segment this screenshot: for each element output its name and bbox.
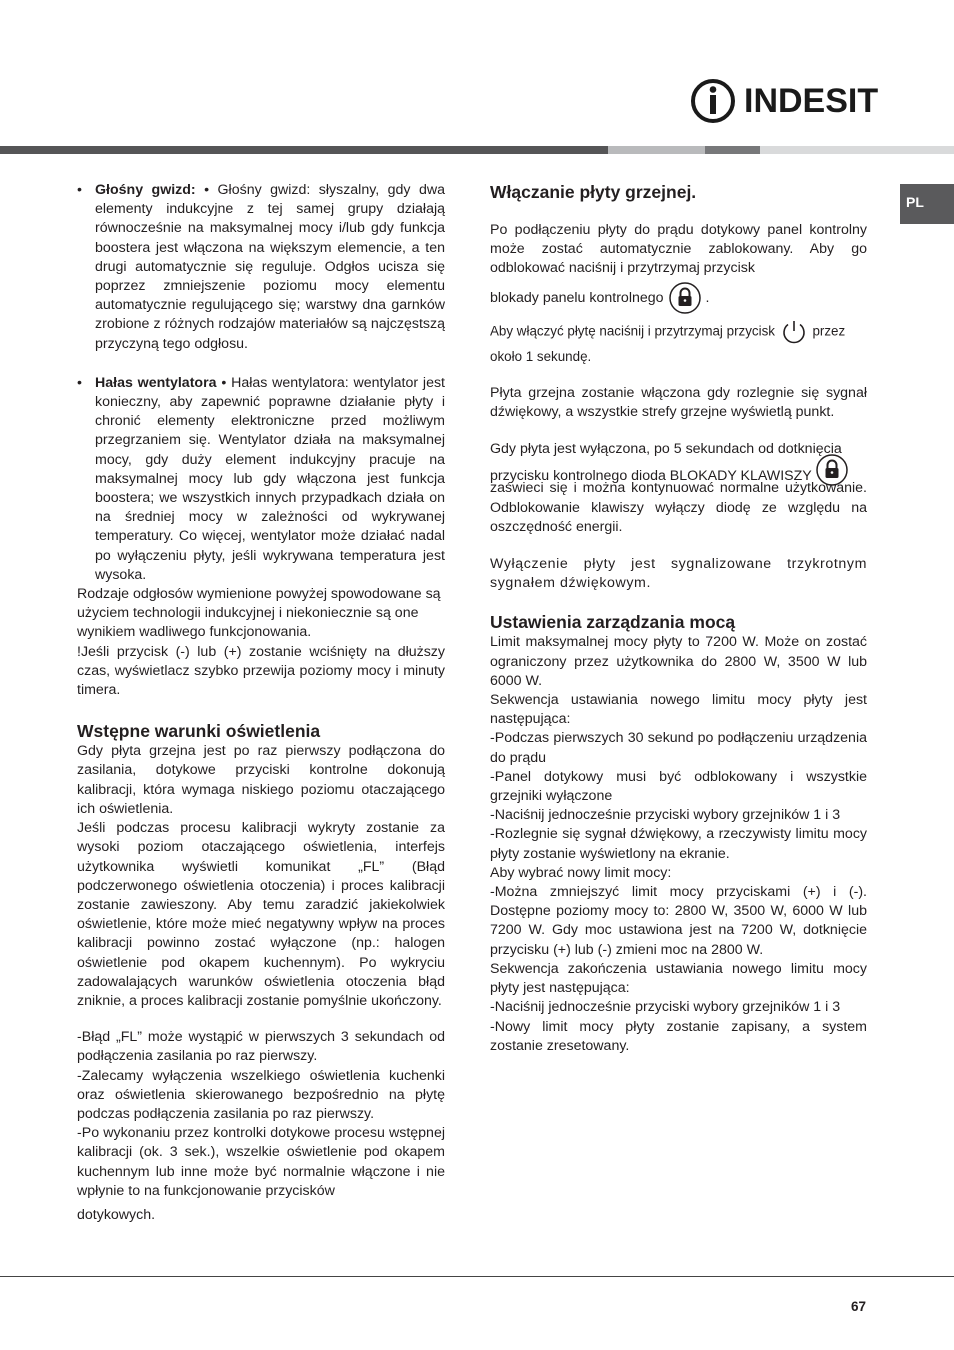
- paragraph-lighting-4: -Zalecamy wyłączenia wszelkiego oświetlenia kuchenki oraz oświetlenia skierowanego bezpośrednio na płytę podczas podłączenia zasilania po raz pierwszy.: [77, 1067, 445, 1122]
- paragraph-power-8: -Można zmniejszyć limit mocy przyciskami (+) i (-). Dostępne poziomy mocy to: 2800 W, 3500 W, 6000 W lub 7200 W. Gdy moc ustawiona jest na 7200 W, dotknięcie przycisku (+) lub (-) zmieni moc na 2800 W.: [490, 884, 867, 958]
- paragraph-power-11: -Nowy limit mocy płyty zostanie zapisany, a system zostanie zresetowany.: [490, 1018, 867, 1054]
- left-column: [77, 181, 445, 1225]
- brand-logo: [690, 78, 878, 124]
- paragraph-lighting-3: -Błąd „FL” może wystąpić w pierwszych 3 sekundach od podłączenia zasilania po raz pierwszy.: [77, 1029, 445, 1065]
- paragraph-power-5: -Naciśnij jednocześnie przyciski wybory grzejników 1 i 3: [490, 807, 841, 824]
- heading-switch-on: Włączanie płyty grzejnej.: [490, 182, 697, 202]
- paragraph-on-5: Gdy płyta jest wyłączona, po 5 sekundach od dotknięcia: [490, 441, 842, 458]
- paragraph-lighting-1: Gdy płyta grzejna jest po raz pierwszy podłączona do zasilania, dotykowe przyciski kontrolne dokonują kalibracji, która wymaga niskiego poziomu otaczającego ich oświetlenia.: [77, 743, 445, 817]
- paragraph-power-6: -Rozlegnie się sygnał dźwiękowy, a rzeczywisty limitu mocy płyty zostanie wyświetlony na ekranie.: [490, 826, 867, 862]
- bullet-text: • Głośny gwizd: słyszalny, gdy dwa elementy indukcyjne z tej samej grupy działają równocześnie na maksymalnej mocy i/lub gdy funkcja boostera jest włączona na większym elemencie, a ten drugi automatycznie się reguluje. Odgłos ucisza się poprzez zmniejszenie poziomu mocy elementu automatycznie regulującego się; warstwy dna garnków zrobione z różnych rodzajów materiałów są najczęstszą przyczyną tego odgłosu.: [95, 182, 445, 352]
- bullet-text: • Hałas wentylatora: wentylator jest konieczny, aby zapewnić poprawne działanie płyty i chronić elementy elektroniczne przed możliwym przegrzaniem się. Wentylator działa na maksymalnej mocy, gdy duży element indukcyjny pracuje na maksymalnej mocy lub gdy włączona jest funkcja boostera; we wszystkich innych przypadkach działa on na średniej mocy w zależności od wykrywanej temperatury. Co więcej, wentylator może działać nadal po wyłączeniu płyty, jeśli wykrywana temperatura jest wysoka.: [95, 374, 445, 583]
- brand-wordmark: INDESIT: [744, 82, 879, 120]
- paragraph-on-6: przycisku kontrolnego dioda BLOKADY KLAWISZY: [490, 465, 867, 487]
- paragraph-on-1: Po podłączeniu płyty do prądu dotykowy panel kontrolny może zostać automatycznie zablokowany. Aby go odblokować naciśnij i przytrzymaj przycisk: [490, 222, 867, 277]
- paragraph-noises: Rodzaje odgłosów wymienione powyżej spowodowane są użyciem technologii indukcyjnej i niekoniecznie są one wynikiem wadliwego funkcjonowania.: [77, 586, 441, 641]
- heading-lighting: Wstępne warunki oświetlenia: [77, 721, 321, 742]
- paragraph-power-9: Sekwencja zakończenia ustawiania nowego limitu mocy płyty jest następująca:: [490, 960, 867, 997]
- bullet-fan-noise: • Hałas wentylatora • Hałas wentylatora: wentylator jest konieczny, aby zapewnić poprawne działanie płyty i chronić elementy elektroniczne przed możliwym przegrzaniem się. Wentylator działa na maksymalnej mocy, gdy duży element indukcyjny pracuje na maksymalnej mocy lub gdy włączona jest funkcja boostera; we wszystkich innych przypadkach działa on na średniej mocy w zależności od wykrywanej temperatury. Co więcej, wentylator może działać nadal po wyłączeniu płyty, jeśli wykrywana temperatura jest wysoka.: [77, 374, 445, 583]
- paragraph-power-1: Limit maksymalnej mocy płyty to 7200 W. Może on zostać ograniczony przez użytkownika do 2800 W, 3500 W lub 6000 W.: [490, 634, 867, 689]
- paragraph-power-10: -Naciśnij jednocześnie przyciski wybory grzejników 1 i 3: [490, 999, 841, 1016]
- paragraph-timer: !Jeśli przycisk (-) lub (+) zostanie wciśnięty na dłuższy czas, wyświetlacz szybko przewija poziomy mocy i minuty timera.: [77, 643, 445, 699]
- footer-divider: [0, 1276, 954, 1277]
- paragraph-on-2: blokady panelu kontrolnego .: [490, 281, 867, 315]
- bullet-loud-whistle: • Głośny gwizd: • Głośny gwizd: słyszalny, gdy dwa elementy indukcyjne z tej samej grupy działają równocześnie na maksymalnej mocy i/lub gdy funkcja boostera jest włączona na większym elemencie, a ten drugi automatycznie się reguluje. Odgłos ucisza się poprzez zmniejszenie poziomu mocy elementu automatycznie regulującego się; warstwy dna garnków zrobione z różnych rodzajów materiałów są najczęstszą przyczyną tego odgłosu.: [77, 182, 445, 352]
- bullet-label: Hałas wentylatora: [95, 374, 217, 391]
- paragraph-on-6b: zaświeci się i można kontynuować normalne użytkowanie. Odblokowanie klawiszy wyłączy diodę ze względu na oszczędność energii.: [490, 480, 867, 535]
- right-column: [490, 181, 867, 1056]
- power-icon: [779, 317, 809, 347]
- paragraph-on-4: Płyta grzejna zostanie włączona gdy rozlegnie się sygnał dźwiękowy, a wszystkie strefy grzejne wyświetlą punkt.: [490, 384, 867, 421]
- paragraph-lighting-6: dotykowych.: [77, 1206, 156, 1223]
- lock-icon: [668, 281, 702, 315]
- indesit-logo-icon: [690, 78, 736, 124]
- header-bar-dark: [0, 146, 608, 154]
- page-number: 67: [851, 1299, 867, 1314]
- paragraph-lighting-2: Jeśli podczas procesu kalibracji wykryty zostanie za wysoki poziom otaczającego oświetlenia, interfejs użytkownika wyświetli komunikat „FL” (Błąd podczerwonego oświetlenia otoczenia) i proces kalibracji zostanie zawieszony. Aby temu zaradzić jakiekolwiek oświetlenie, które może mieć negatywny wpływ na proces kalibracji powinno zostać wyłączone (np.: halogen oświetlenie pod okapem kuchennym). Po wykryciu zadowalających warunków oświetlenia otoczenia błąd zniknie, a proces kalibracji zostanie pomyślnie ukończony.: [77, 820, 445, 1009]
- heading-power-management: Ustawienia zarządzania mocą: [490, 612, 736, 633]
- paragraph-power-4: -Panel dotykowy musi być odblokowany i wszystkie grzejniki wyłączone: [490, 768, 867, 805]
- header-bar-mid: [705, 146, 760, 154]
- paragraph-lighting-5: -Po wykonaniu przez kontrolki dotykowe procesu wstępnej kalibracji (ok. 3 sek.), wszelkie oświetlenie pod okapem kuchennym lub inne może być normalnie włączone i nie wpłynie to na funkcjonowanie przycisków: [77, 1125, 445, 1199]
- header-bar-light: [608, 146, 705, 154]
- paragraph-on-3: Aby włączyć płytę naciśnij i przytrzymaj przycisk przez około 1 sekundę.: [490, 317, 867, 366]
- bullet-label: Głośny gwizd:: [95, 182, 196, 198]
- paragraph-power-2: Sekwencja ustawiania nowego limitu mocy płyty jest następująca:: [490, 692, 867, 728]
- language-tab: PL: [900, 184, 954, 224]
- header-bar-pale: [760, 146, 954, 154]
- paragraph-on-7: Wyłączenie płyty jest sygnalizowane trzykrotnym sygnałem dźwiękowym.: [490, 556, 867, 592]
- paragraph-power-3: -Podczas pierwszych 30 sekund po podłączeniu urządzenia do prądu: [490, 730, 867, 766]
- paragraph-power-7: Aby wybrać nowy limit mocy:: [490, 864, 672, 881]
